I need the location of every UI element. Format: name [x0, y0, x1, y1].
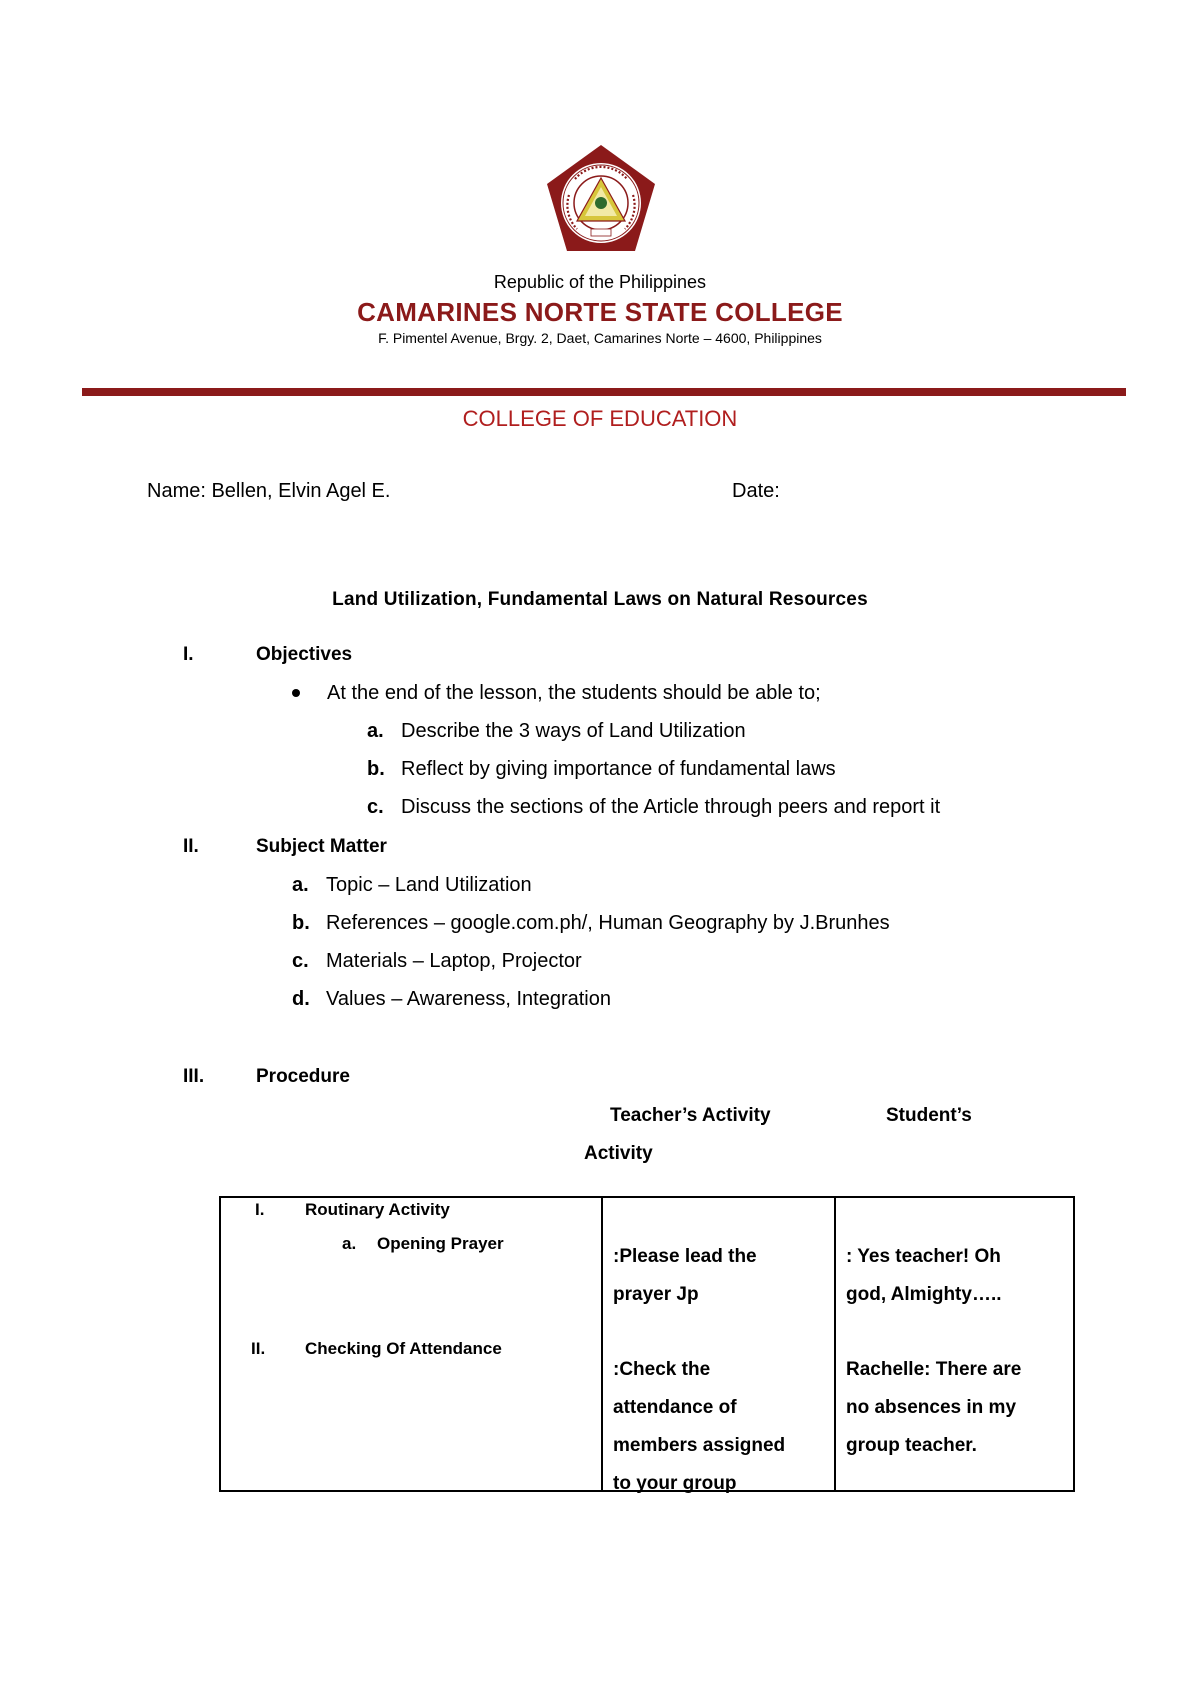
list-item: [292, 874, 532, 897]
item-text: Topic – Land Utilization: [326, 874, 532, 896]
date-field: Date:: [732, 480, 780, 502]
cell-line: members assigned: [613, 1435, 786, 1456]
sub-activity-letter: a.: [342, 1234, 357, 1253]
item-text: Describe the 3 ways of Land Utilization: [401, 720, 746, 742]
header-divider: [82, 388, 1126, 396]
cell-line: :Please lead the: [613, 1246, 757, 1267]
item-letter: d.: [292, 988, 310, 1010]
section-number: II.: [183, 836, 199, 857]
section-number: I.: [183, 644, 194, 665]
list-item: [367, 758, 836, 781]
item-text: References – google.com.ph/, Human Geography by J.Brunhes: [326, 912, 890, 934]
activity-title: Checking Of Attendance: [305, 1339, 502, 1358]
activity-number: II.: [251, 1339, 266, 1358]
student-activity-attendance: [846, 1351, 1021, 1465]
cell-line: group teacher.: [846, 1435, 977, 1456]
item-text: Materials – Laptop, Projector: [326, 950, 582, 972]
teacher-activity-attendance: [613, 1351, 785, 1503]
cell-line: no absences in my: [846, 1397, 1017, 1418]
list-item: [292, 988, 611, 1011]
activity-number: I.: [255, 1200, 265, 1219]
teacher-activity-prayer: [613, 1238, 757, 1314]
college-address: F. Pimentel Avenue, Brgy. 2, Daet, Camarines Norte – 4600, Philippines: [378, 330, 822, 346]
department-title: COLLEGE OF EDUCATION: [462, 406, 738, 431]
cell-line: to your group: [613, 1473, 737, 1494]
table-divider: [601, 1198, 603, 1490]
item-text: Discuss the sections of the Article through peers and report it: [401, 796, 941, 818]
student-name: Name: Bellen, Elvin Agel E.: [147, 480, 391, 502]
republic-label: Republic of the Philippines: [493, 272, 707, 292]
list-item: [292, 950, 582, 973]
column-header-teacher: Teacher’s Activity: [610, 1105, 771, 1126]
sub-activity-title: Opening Prayer: [377, 1234, 504, 1253]
section-title-objectives: Objectives: [256, 644, 353, 665]
objectives-intro: At the end of the lesson, the students should be able to;: [327, 682, 821, 704]
cell-line: prayer Jp: [613, 1284, 699, 1305]
table-divider: [834, 1198, 836, 1490]
college-name: CAMARINES NORTE STATE COLLEGE: [357, 297, 843, 327]
item-letter: a.: [292, 874, 309, 896]
column-header-student-cont: Activity: [584, 1143, 653, 1164]
item-letter: c.: [292, 950, 309, 972]
column-header-student: Student’s: [886, 1105, 972, 1126]
activity-title: Routinary Activity: [305, 1200, 450, 1219]
section-title-subject-matter: Subject Matter: [256, 836, 387, 857]
list-item: [367, 720, 746, 743]
cell-line: :Check the: [613, 1359, 711, 1380]
student-activity-prayer: [846, 1238, 1002, 1314]
section-title-procedure: Procedure: [256, 1066, 350, 1087]
lesson-title: Land Utilization, Fundamental Laws on Natural Resources: [332, 589, 868, 610]
bullet-icon: [292, 689, 300, 697]
item-letter: c.: [367, 796, 384, 818]
section-number: III.: [183, 1066, 205, 1087]
cell-line: attendance of: [613, 1397, 737, 1418]
item-text: Values – Awareness, Integration: [326, 988, 611, 1010]
item-letter: a.: [367, 720, 384, 742]
item-letter: b.: [367, 758, 385, 780]
list-item: [367, 796, 940, 819]
procedure-table: [219, 1196, 1075, 1492]
cell-line: : Yes teacher! Oh: [846, 1246, 1001, 1267]
cell-line: Rachelle: There are: [846, 1359, 1022, 1380]
college-seal: [545, 143, 657, 255]
item-text: Reflect by giving importance of fundamental laws: [401, 758, 836, 780]
list-item: [292, 912, 890, 935]
item-letter: b.: [292, 912, 310, 934]
cell-line: god, Almighty…..: [846, 1284, 1002, 1305]
